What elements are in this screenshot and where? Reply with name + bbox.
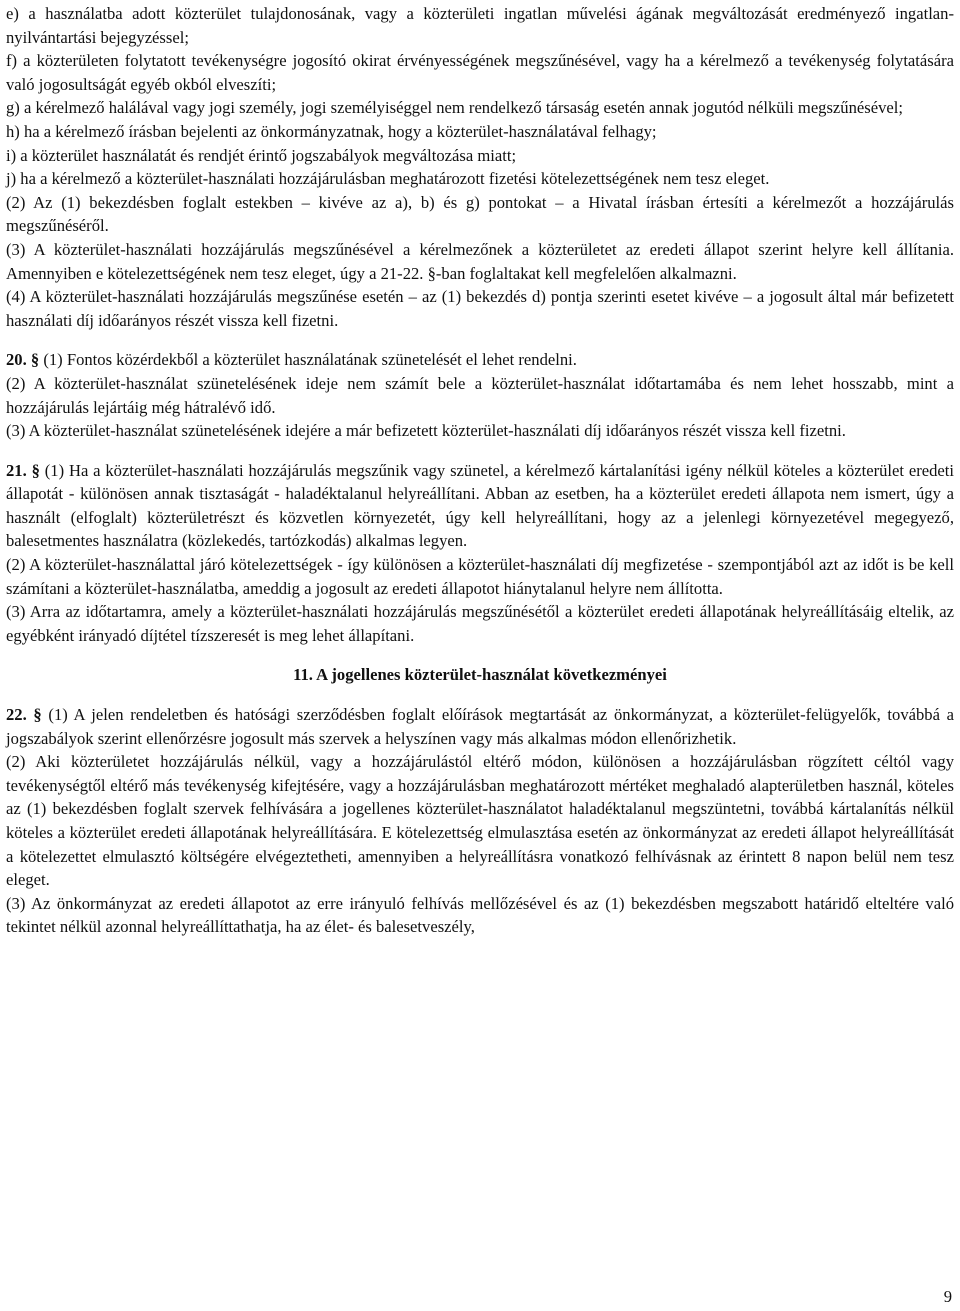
section-title: 11. A jogellenes közterület-használat következményei: [293, 665, 667, 685]
section-22-number: 22. §: [6, 705, 42, 725]
paragraph-e: e) a használatba adott közterület tulajdonosának, vagy a közterületi ingatlan művelési ágának megváltozását eredményező ingatlan-nyilvántartási bejegyzéssel;: [6, 4, 954, 47]
page-number: 9: [943, 1287, 952, 1306]
section-20-paragraph-1: [6, 348, 954, 372]
section-20-paragraph-3: (3) A közterület-használat szünetelésének idejére a már befizetett közterület-használati díj időarányos részét vissza kell fizetni.: [6, 421, 846, 441]
section-21-paragraph-3: (3) Arra az időtartamra, amely a közterület-használati hozzájárulás megszűnésétől a közterület eredeti állapotának helyreállításáig eltelik, az egyébként irányadó díjtétel tízszeresét is meg lehet állapítani.: [6, 602, 954, 645]
paragraph-h: h) ha a kérelmező írásban bejelenti az önkormányzatnak, hogy a közterület-használatával felhagy;: [6, 121, 657, 141]
section-21-paragraph-1: [6, 459, 954, 553]
document-page: [6, 2, 954, 939]
section-21-paragraph-2: (2) A közterület-használattal járó kötelezettségek - így különösen a közterület-használati díj megfizetése - szempontjából azt az időt is be kell számítani a közterület-használatba, ameddig a jogosult az eredeti állapotot hiánytalanul helyre nem állította.: [6, 555, 954, 598]
paragraph-2: (2) Az (1) bekezdésben foglalt estekben – kivéve az a), b) és g) pontokat – a Hivatal írásban értesíti a kérelmezőt a hozzájárulás megszűnéséről.: [6, 192, 954, 236]
section-21-text-1: (1) Ha a közterület-használati hozzájárulás megszűnik vagy szünetel, a kérelmező kártalanítási igény nélkül köteles a közterület eredeti állapotát - különösen annak tisztaságát - haladéktalanul helyreállítani. Abban az esetben, ha a közterület eredeti állapota nem ismert, úgy a használt (elfoglalt) közterületrészt és közvetlen környezetét, úgy kell helyreállítani, hogy az a jelenlegi környezetével megegyező, balesetmentes használatra (közlekedés, tartózkodás) alkalmas legyen.: [6, 460, 955, 551]
section-20-paragraph-2: (2) A közterület-használat szünetelésének ideje nem számít bele a közterület-használat időtartamába és nem lehet hosszabb, mint a hozzájárulás lejártáig még hátralévő idő.: [6, 373, 954, 417]
section-22-paragraph-1: [6, 703, 954, 750]
section-22-text-1: (1) A jelen rendeletben és hatósági szerződésben foglalt előírások megtartását az önkormányzat, a közterület-felügyelők, továbbá a jogszabályok szerint ellenőrzésre jogosult más szervek a helyszínen vagy más alkalmas módon ellenőrizhetik.: [6, 705, 955, 748]
paragraph-g: g) a kérelmező halálával vagy jogi személy, jogi személyiséggel nem rendelkező társaság esetén annak jogutód nélküli megszűnésével;: [6, 98, 903, 118]
paragraph-j: j) ha a kérelmező a közterület-használati hozzájárulásban meghatározott fizetési kötelezettségének nem tesz eleget.: [6, 169, 770, 189]
section-22-paragraph-2: (2) Aki közterületet hozzájárulás nélkül, vagy a hozzájárulástól eltérő módon, különösen a hozzájárulásban rögzített céltól vagy tevékenységtől eltérő más tevékenység kifejtésére, vagy a hozzájárulásban meghatározott mértéket meghaladó alapterületben használ, köteles az (1) bekezdésben foglalt szervek felhívására a jogellenes közterület-használatot haladéktalanul megszüntetni, továbbá kártalanítás nélkül köteles a közterület eredeti állapotának helyreállítására. E kötelezettség elmulasztása esetén az önkormányzat az eredeti állapot helyreállítását a kötelezettet elmulasztó költségére elvégeztetheti, amennyiben a helyreállításra vonatkozó felhívásnak az érintett 8 napon belül nem tesz eleget.: [6, 752, 954, 890]
paragraph-f: f) a közterületen folytatott tevékenységre jogosító okirat érvényességének megszűnésével, vagy ha a kérelmező a tevékenység folytatására való jogosultságát egyéb okból elveszíti;: [6, 51, 954, 94]
paragraph-i: i) a közterület használatát és rendjét érintő jogszabályok megváltozása miatt;: [6, 145, 517, 165]
section-20-number: 20. §: [6, 350, 40, 370]
section-20-text-1: (1) Fontos közérdekből a közterület használatának szünetelését el lehet rendelni.: [43, 350, 577, 370]
paragraph-3: (3) A közterület-használati hozzájárulás megszűnésével a kérelmezőnek a közterületet az eredeti állapot szerint helyre kell állítania. Amennyiben e kötelezettségének nem tesz eleget, úgy a 21-22. §-ban foglaltakat kell megfelelően alkalmazni.: [6, 239, 954, 283]
paragraph-4: (4) A közterület-használati hozzájárulás megszűnése esetén – az (1) bekezdés d) pontja szerinti esetet kivéve – a jogosult által már befizetett használati díj időarányos részét vissza kell fizetni.: [6, 287, 954, 330]
section-22-paragraph-3: (3) Az önkormányzat az eredeti állapotot az erre irányuló felhívás mellőzésével és az (1) bekezdésben megszabott határidő elteltére való tekintet nélkül azonnal helyreállíttathatja, ha az élet- és balesetveszély,: [6, 893, 954, 937]
section-21-number: 21. §: [6, 460, 40, 480]
